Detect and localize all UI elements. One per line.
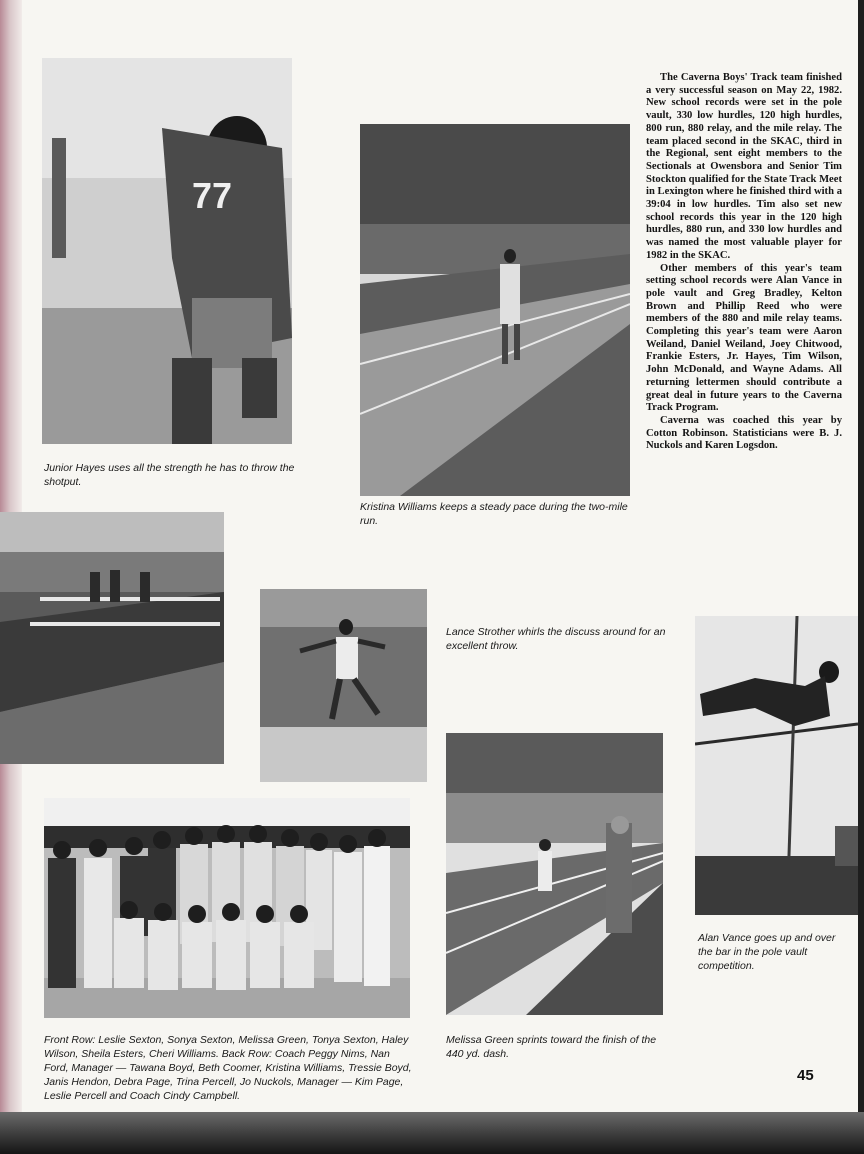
- photo-pole-vault-caption: Alan Vance goes up and over the bar in the pole vault competition.: [698, 932, 836, 972]
- page-bottom-shadow: [0, 1112, 864, 1154]
- photo-hurdles: [0, 512, 224, 764]
- photo-pole-vault: [695, 616, 858, 915]
- photo-440-dash: [446, 733, 663, 1015]
- svg-text:77: 77: [192, 175, 233, 216]
- article-paragraph: Caverna was coached this year by Cotton Robinson. Statisticians were B. J. Nuckols and Karen Logsdon.: [646, 414, 842, 452]
- photo-discus-caption: Lance Strother whirls the discuss around for an excellent throw.: [446, 626, 666, 652]
- article-paragraph: Other members of this year's team setting school records were Alan Vance in pole vault and Greg Bradley, Kelton Brown and Phillip Reed who were members of the 880 and mile relay teams. Completing this year's team were Aaron Weiland, Daniel Weiland, Joey Chitwood, Frankie Esters, Jr. Hayes, Tim Wilson, John McDonald, and Wayne Adams. All returning lettermen should contribute a great deal in future years to the Caverna Track Program.: [646, 262, 842, 414]
- photo-440-dash-caption: Melissa Green sprints toward the finish of the 440 yd. dash.: [446, 1034, 657, 1060]
- photo-discus: [260, 589, 427, 782]
- page-number: 45: [797, 1067, 814, 1084]
- photo-two-mile-run: [360, 124, 630, 496]
- photo-shotput: [42, 58, 292, 444]
- photo-girls-team: [44, 798, 410, 1018]
- article-paragraph: The Caverna Boys' Track team finished a very successful season on May 22, 1982. New school records were set in the pole vault, 330 low hurdles, 120 high hurdles, 800 run, 880 relay, and the mile relay. The team placed second in the SKAC, third in the Regional, sent eight members to the Sectionals at Owensbora and Senior Tim Stockton qualified for the State Track Meet in Lexington where he finished third with a 39:04 in low hurdles. Tim also set new school records this year in the 120 high hurdles, 880 run, and 330 low hurdles and was named the most valuable player for 1982 in the SKAC.: [646, 72, 842, 261]
- page-right-edge: [858, 0, 864, 1112]
- photo-girls-team-caption: Front Row: Leslie Sexton, Sonya Sexton, Melissa Green, Tonya Sexton, Haley Wilson, Sheila Esters, Cheri Williams. Back Row: Coach Peggy Nims, Nan Ford, Manager — Tawana Boyd, Beth Coomer, Kristina Williams, Tressie Boyd, Janis Hendon, Debra Page, Trina Percell, Jo Nuckols, Manager — Kim Page, Leslie Percell and Coach Cindy Campbell.: [44, 1034, 412, 1102]
- photo-shotput-caption: Junior Hayes uses all the strength he has to throw the shotput.: [44, 462, 295, 488]
- track-article: [646, 72, 842, 453]
- photo-two-mile-run-caption: Kristina Williams keeps a steady pace during the two-mile run.: [360, 501, 628, 527]
